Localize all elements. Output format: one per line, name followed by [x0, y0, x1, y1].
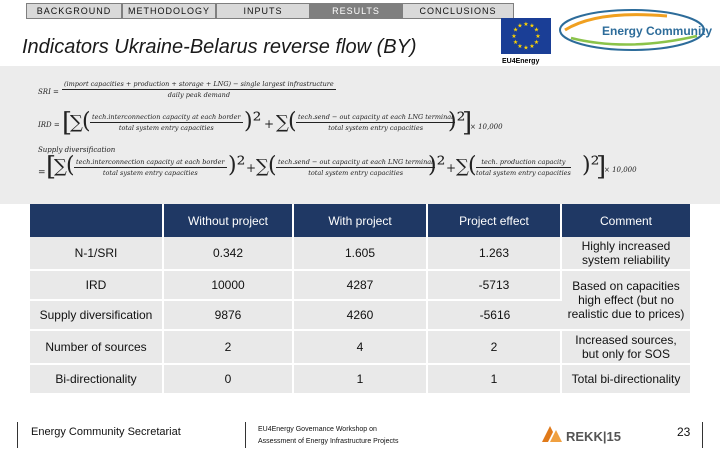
supply-sum-1: ∑: [54, 156, 67, 177]
svg-text:★: ★: [512, 39, 519, 46]
rekk-logo-text: REKK|15: [566, 429, 621, 444]
rekk-logo-icon: [540, 424, 564, 444]
ird-bracket-close: ]: [462, 108, 473, 138]
table-row: [30, 271, 690, 301]
row-effect-value: -5616: [428, 301, 562, 331]
page-number: 23: [677, 425, 691, 439]
supply-paren-1-close: )²: [228, 153, 246, 178]
svg-text:★: ★: [511, 33, 517, 40]
eu4energy-label: EU4Energy: [502, 58, 540, 65]
supply-paren-3: (: [468, 153, 477, 178]
row-comment: Total bi-directionality: [562, 365, 690, 395]
ird-sum-2: ∑: [276, 112, 289, 133]
supply-paren-3-close: )²: [582, 153, 600, 178]
header-indicator: [30, 204, 164, 237]
row-indicator: Bi-directionality: [30, 365, 164, 395]
supply-bracket-open: [: [46, 152, 57, 182]
row-indicator: Supply diversification: [30, 301, 164, 331]
row-indicator: IRD: [30, 271, 164, 301]
ird-paren-1: (: [82, 109, 91, 134]
supply-plus-1: +: [246, 161, 257, 175]
footer-event: [258, 424, 398, 448]
svg-text:★: ★: [533, 26, 540, 34]
footer-divider: [245, 422, 246, 448]
row-indicator: Number of sources: [30, 331, 164, 365]
svg-text:★: ★: [529, 43, 535, 50]
supply-term2: [276, 158, 435, 177]
ird-factor: × 10,000: [470, 123, 503, 131]
svg-text:★: ★: [512, 26, 519, 34]
supply-term3-numerator: tech. production capacity: [476, 158, 571, 168]
header-without-project: Without project: [164, 204, 294, 237]
ird-plus: +: [264, 117, 275, 131]
ird-term2-denominator: total system entry capacities: [328, 124, 424, 132]
supply-bracket-close: ]: [596, 152, 607, 182]
table-row: [30, 331, 690, 365]
header-with-project: With project: [294, 204, 428, 237]
row-with-value: 4: [294, 331, 428, 365]
ird-paren-2: (: [288, 109, 297, 134]
ird-sum-1: ∑: [70, 112, 83, 133]
row-effect-value: 1: [428, 365, 562, 395]
ird-term1-numerator: tech.interconnection capacity at each border: [92, 113, 241, 121]
ird-term1-denominator: total system entry capacities: [118, 124, 214, 132]
footer-divider: [702, 422, 703, 448]
svg-text:★: ★: [523, 44, 529, 52]
svg-text:★: ★: [523, 21, 529, 28]
row-comment: Highly increased system reliability: [562, 237, 690, 271]
ird-term1: [90, 113, 243, 132]
formula-panel: [0, 66, 720, 204]
row-with-value: 1: [294, 365, 428, 395]
supply-term3-denominator: total system entry capacities: [476, 169, 571, 177]
supply-plus-2: +: [446, 161, 457, 175]
svg-text:★: ★: [517, 43, 523, 50]
supply-term1: [74, 158, 227, 177]
supply-paren-2: (: [268, 153, 277, 178]
row-effect-value: -5713: [428, 271, 562, 301]
svg-text:★: ★: [533, 39, 540, 46]
svg-text:★: ★: [517, 22, 523, 30]
row-with-value: 4260: [294, 301, 428, 331]
supply-sum-3: ∑: [456, 156, 469, 177]
row-with-value: 1.605: [294, 237, 428, 271]
supply-div-equals: =: [38, 168, 46, 178]
supply-paren-2-close: )²: [428, 153, 446, 178]
table-header-row: [30, 204, 690, 237]
row-without-value: 0.342: [164, 237, 294, 271]
row-without-value: 2: [164, 331, 294, 365]
row-without-value: 0: [164, 365, 294, 395]
tab-inputs[interactable]: INPUTS: [216, 3, 310, 19]
svg-text:★: ★: [535, 33, 541, 40]
footer-divider: [17, 422, 18, 448]
supply-factor: × 10,000: [604, 166, 637, 174]
supply-term2-numerator: tech.send − out capacity at each LNG terminal: [278, 158, 434, 166]
row-indicator: N-1/SRI: [30, 237, 164, 271]
header-comment: Comment: [562, 204, 690, 237]
supply-term1-denominator: total system entry capacities: [102, 169, 198, 177]
table-row: [30, 365, 690, 395]
page-title: Indicators Ukraine-Belarus reverse flow (BY): [22, 36, 417, 58]
row-comment: Based on capacities high effect (but no realistic due to prices): [562, 271, 690, 331]
supply-div-label: Supply diversification: [38, 146, 116, 154]
row-effect-value: 1.263: [428, 237, 562, 271]
ird-paren-1-close: )²: [244, 109, 262, 134]
section-nav: [26, 3, 514, 19]
sri-label: SRI =: [38, 88, 59, 96]
eu-flag-logo: [501, 18, 551, 54]
ird-term2: [296, 113, 455, 132]
tab-conclusions[interactable]: CONCLUSIONS: [402, 3, 514, 19]
svg-text:★: ★: [529, 22, 535, 30]
supply-paren-1: (: [66, 153, 75, 178]
tab-results[interactable]: RESULTS: [310, 3, 402, 19]
ird-bracket-open: [: [62, 108, 73, 138]
supply-term3: [476, 158, 571, 177]
row-without-value: 9876: [164, 301, 294, 331]
row-with-value: 4287: [294, 271, 428, 301]
supply-term2-denominator: total system entry capacities: [308, 169, 404, 177]
ird-term2-numerator: tech.send − out capacity at each LNG terminal: [298, 113, 454, 121]
energy-community-logo-text: Energy Community: [602, 24, 713, 38]
ird-label: IRD =: [38, 121, 60, 129]
sri-numerator: (import capacities + production + storage + LNG) − single largest infrastructure: [64, 80, 334, 88]
footer-event-line2: Assessment of Energy Infrastructure Projects: [258, 438, 399, 445]
sri-fraction: [62, 80, 336, 99]
row-effect-value: 2: [428, 331, 562, 365]
tab-methodology[interactable]: METHODOLOGY: [122, 3, 216, 19]
indicators-table: [30, 204, 690, 395]
row-comment: Increased sources, but only for SOS: [562, 331, 690, 365]
tab-background[interactable]: BACKGROUND: [26, 3, 122, 19]
header-project-effect: Project effect: [428, 204, 562, 237]
supply-term1-numerator: tech.interconnection capacity at each border: [76, 158, 225, 166]
table-row: [30, 237, 690, 271]
ird-paren-2-close: )²: [448, 109, 466, 134]
supply-sum-2: ∑: [256, 156, 269, 177]
row-without-value: 10000: [164, 271, 294, 301]
sri-denominator: daily peak demand: [167, 91, 230, 99]
footer-organization: Energy Community Secretariat: [31, 426, 181, 438]
footer-event-line1: EU4Energy Governance Workshop on: [258, 426, 377, 433]
